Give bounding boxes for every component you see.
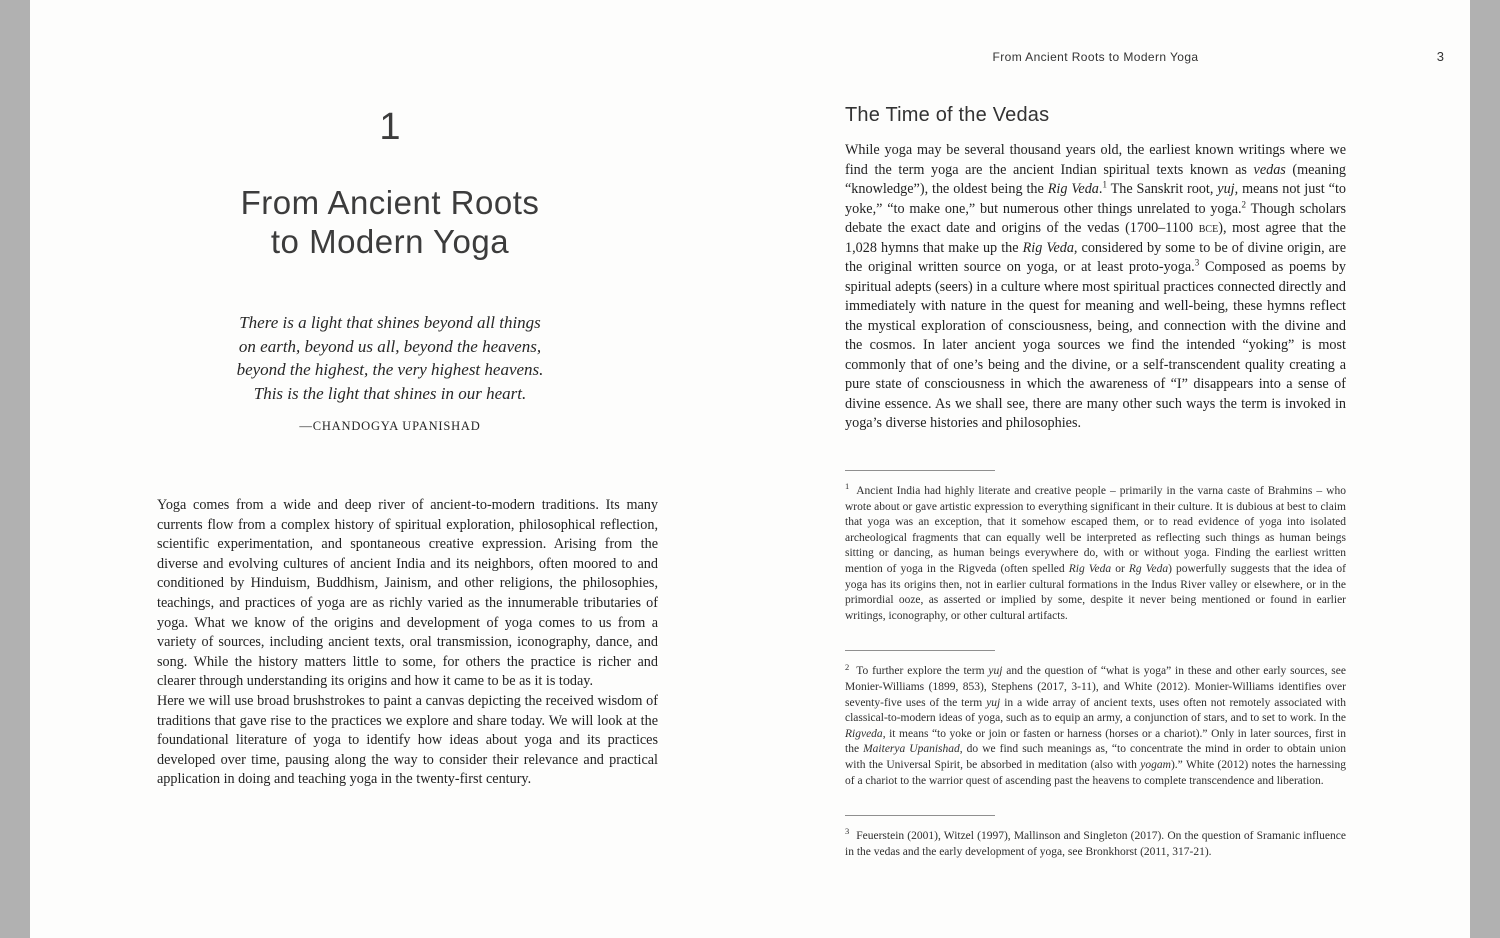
epigraph-line: on earth, beyond us all, beyond the heavens,: [238, 336, 542, 356]
epigraph-line: There is a light that shines beyond all things: [239, 313, 541, 332]
chapter-number: 1: [379, 106, 401, 148]
book-spread: [30, 0, 1470, 938]
epigraph-attribution: —CHANDOGYA UPANISHAD: [299, 419, 481, 433]
epigraph-line: beyond the highest, the very highest heavens.: [236, 360, 544, 379]
footnote-body: Feuerstein (2001), Witzel (1997), Mallinson and Singleton (2017). On the question of Sramanic influence in the vedas and the early development of yoga, see Bronkhorst (2011, 317-21).: [845, 830, 1346, 858]
left-page: [30, 0, 750, 938]
right-page: [750, 0, 1470, 938]
footnote-1: [845, 470, 1346, 624]
chapter-title-line-1: From Ancient Roots: [240, 184, 540, 221]
page-number: 3: [1436, 49, 1444, 64]
footnote-3: [845, 815, 1346, 860]
chapter-title: [70, 183, 710, 261]
footnote-text: [845, 826, 1346, 860]
intro-paragraph-1: Yoga comes from a wide and deep river of ancient-to-modern traditions. Its many currents flow from a complex history of spiritual exploration, philosophical reflection, scientific experimentation, and spontaneous creative expression. Arising from the diverse and evolving cultures of ancient India and its neighbors, often moored to and conditioned by Hinduism, Buddhism, Jainism, and other religions, the philosophies, teachings, and practices of yoga are as richly varied as the innumerable tributaries of yoga. What we know of the origins and development of yoga comes to us from a variety of sources, including ancient texts, oral transmission, iconography, dance, and song. While the history matters little to some, for others the practice is richer and clearer through understanding its origins and how it came to be as it is today.: [157, 497, 658, 690]
footnote-body: To further explore the term yuj and the question of “what is yoga” in these and other early sources, see Monier-Williams (1899, 853), Stephens (2017, 3-11), and White (2012). Monier-Williams identifies over seventy-five uses of the term yuj in a wide array of ancient texts, uses often not remotely associated with classical-to-modern ideas of yoga, such as to equip an army, a conjunction of stars, and to set to work. In the Rigveda, it means “to yoke or join or fasten or harness (horses or a chariot).” Only in later sources, first in the Maiterya Upanishad, do we find such meanings as, “to concentrate the mind in order to obtain union with the Universal Spirit, be absorbed in meditation (also with yogam).” White (2012) notes the harnessing of a chariot to the warrior quest of ascending past the heavens to complete transcendence and liberation.: [845, 665, 1346, 787]
section-body-text: While yoga may be several thousand years old, the earliest known writings where we find the term yoga are the ancient Indian spiritual texts known as vedas (meaning “knowledge”), the oldest being the Rig Veda.$^1$ The Sanskrit root, yuj, means not just “to yoke,” “to make one,” but numerous other things unrelated to yoga.$^2$ Though scholars debate the exact date and origins of the vedas (1700–1100 bce), most agree that the 1,028 hymns that make up the Rig Veda, considered by some to be of divine origin, are the original written source on yoga, or at least proto-yoga.$^3$ Composed as poems by spiritual adepts (seers) in a culture where most spiritual practices connected directly and immediately with nature in the quest for meaning and well-being, these hymns reflect the mystical exploration of consciousness, being, and connection with the divine and the cosmos. In later ancient yoga sources we find the intended “yoking” is most commonly that of one’s being and the divine, or a self-transcendent quality creating a pure state of consciousness in which the awareness of “I” disappears into a sense of divine essence. As we shall see, there are many other such ways the term is invoked in yoga’s diverse histories and philosophies.: [845, 142, 1347, 431]
footnote-number: 3: [845, 826, 850, 837]
running-header: From Ancient Roots to Modern Yoga: [992, 50, 1199, 64]
footnote-2: [845, 650, 1346, 789]
footnote-number: 2: [845, 661, 850, 672]
epigraph-line: This is the light that shines in our heart.: [253, 383, 527, 403]
chapter-title-line-2: to Modern Yoga: [270, 223, 510, 260]
footnote-divider: [845, 815, 995, 816]
footnote-text: [845, 481, 1346, 624]
footnotes: [845, 470, 1346, 886]
footnote-number: 1: [845, 481, 850, 492]
footnote-body: Ancient India had highly literate and creative people – primarily in the varna caste of Brahmins – who wrote about or gave artistic expression to everything significant in their culture. It is dubious at best to claim that yoga was an exception, that it somehow escaped them, or to read evidence of yoga into isolated archeological fragments that can equally well be interpreted as reflecting such things as human beings sitting or dancing, as human beings everywhere do, with or without yoga. Finding the earliest written mention of yoga in the Rigveda (often spelled Rig Veda or Rg Veda) powerfully suggests that the idea of yoga has its origins then, not in earlier cultural formations in the Indus River valley or elsewhere, or in the primordial ooze, as asserted or implied by some, despite it never being mentioned or found in earlier writings, iconography, or other cultural artifacts.: [845, 485, 1346, 622]
footnote-text: [845, 661, 1346, 789]
section-heading: The Time of the Vedas: [845, 104, 1050, 126]
footnote-divider: [845, 650, 995, 651]
epigraph: [120, 311, 660, 439]
intro-paragraph-2: Here we will use broad brushstrokes to paint a canvas depicting the received wisdom of traditions that gave rise to the practices we explore and share today. We will look at the foundational literature of yoga to identify how ideas about yoga and its practices developed over time, pausing along the way to consider their relevance and practical application in doing and teaching yoga in the twenty-first century.: [157, 692, 658, 788]
chapter-intro-text: [157, 496, 658, 790]
footnote-divider: [845, 470, 995, 471]
